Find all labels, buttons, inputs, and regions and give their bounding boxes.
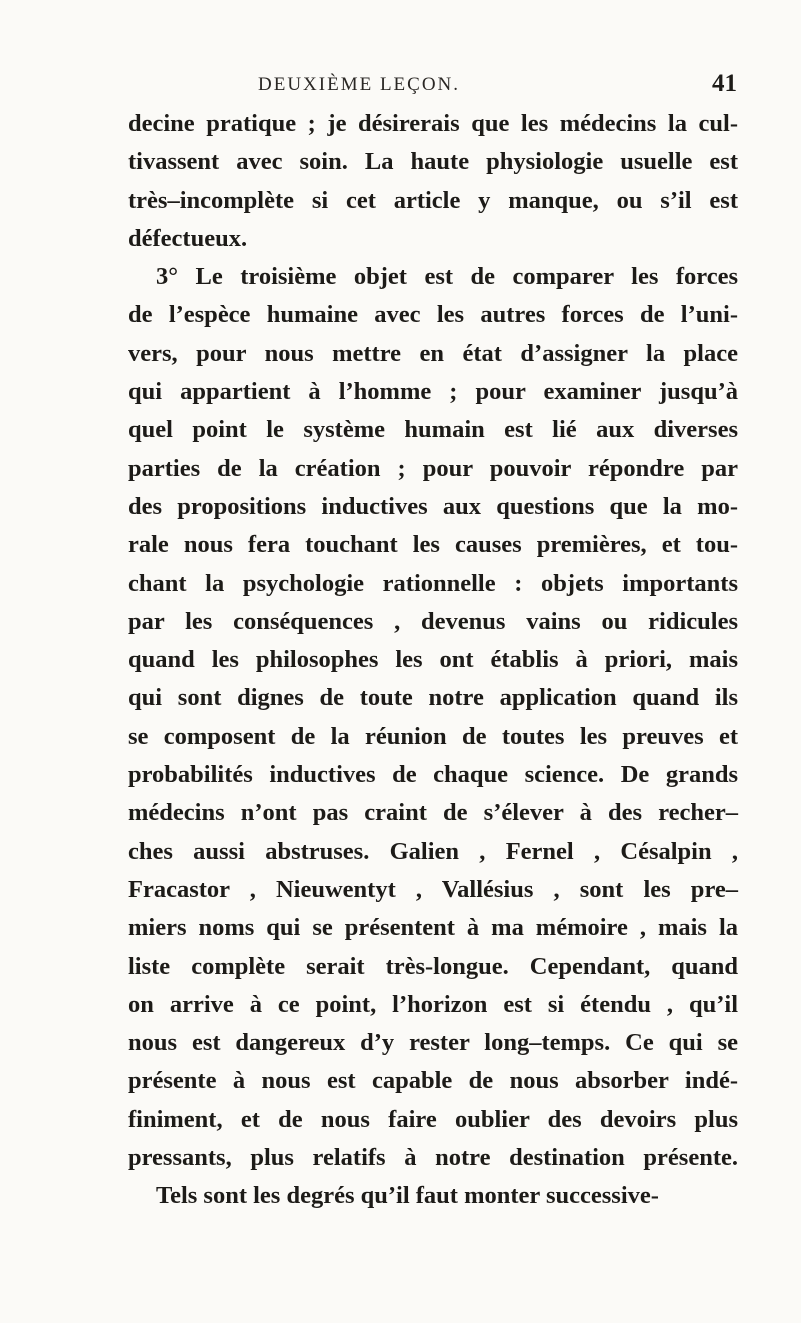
running-head (0, 70, 801, 100)
text-line: pressants, plus relatifs à notre destination présente. (128, 1144, 738, 1172)
text-line: on arrive à ce point, l’horizon est si étendu , qu’il (128, 990, 738, 1018)
running-title: DEUXIÈME LEÇON. (258, 74, 461, 95)
text-line: Fracastor , Nieuwentyt , Vallésius , sont les pre– (128, 875, 738, 903)
text-line: miers noms qui se présentent à ma mémoire , mais la (128, 914, 738, 942)
text-line: parties de la création ; pour pouvoir répondre par (128, 454, 738, 482)
text-line: Tels sont les degrés qu’il faut monter successive- (156, 1182, 659, 1210)
text-line: se composent de la réunion de toutes les preuves et (128, 722, 738, 750)
text-line: rale nous fera touchant les causes premières, et tou- (128, 531, 738, 559)
text-line: médecins n’ont pas craint de s’élever à des recher– (128, 799, 738, 827)
text-line: liste complète serait très-longue. Cependant, quand (128, 952, 738, 980)
text-line: nous est dangereux d’y rester long–temps. Ce qui se (128, 1029, 738, 1057)
text-line: vers, pour nous mettre en état d’assigner la place (128, 339, 738, 367)
body-text (128, 105, 738, 1216)
text-line: quel point le système humain est lié aux diverses (128, 416, 738, 444)
text-line: présente à nous est capable de nous absorber indé- (128, 1067, 738, 1095)
text-line: par les conséquences , devenus vains ou ridicules (128, 607, 738, 635)
text-line: de l’espèce humaine avec les autres forces de l’uni- (128, 301, 738, 329)
text-line: des propositions inductives aux questions que la mo- (128, 492, 738, 520)
text-line: défectueux. (128, 224, 248, 252)
text-line: ches aussi abstruses. Galien , Fernel , Césalpin , (128, 837, 738, 865)
text-line: chant la psychologie rationnelle : objets importants (128, 569, 738, 597)
text-line: qui sont dignes de toute notre application quand ils (128, 684, 738, 712)
text-line: très–incomplète si cet article y manque, ou s’il est (128, 186, 738, 214)
text-line: 3° Le troisième objet est de comparer les forces (156, 263, 738, 291)
text-line: decine pratique ; je désirerais que les médecins la cul- (128, 110, 738, 137)
text-line: quand les philosophes les ont établis à priori, mais (128, 646, 738, 674)
text-line: tivassent avec soin. La haute physiologie usuelle est (128, 148, 738, 176)
text-line: qui appartient à l’homme ; pour examiner jusqu’à (128, 378, 738, 406)
page-number: 41 (712, 70, 737, 97)
text-line: probabilités inductives de chaque science. De grands (128, 761, 738, 789)
text-line: finiment, et de nous faire oublier des devoirs plus (128, 1105, 738, 1133)
